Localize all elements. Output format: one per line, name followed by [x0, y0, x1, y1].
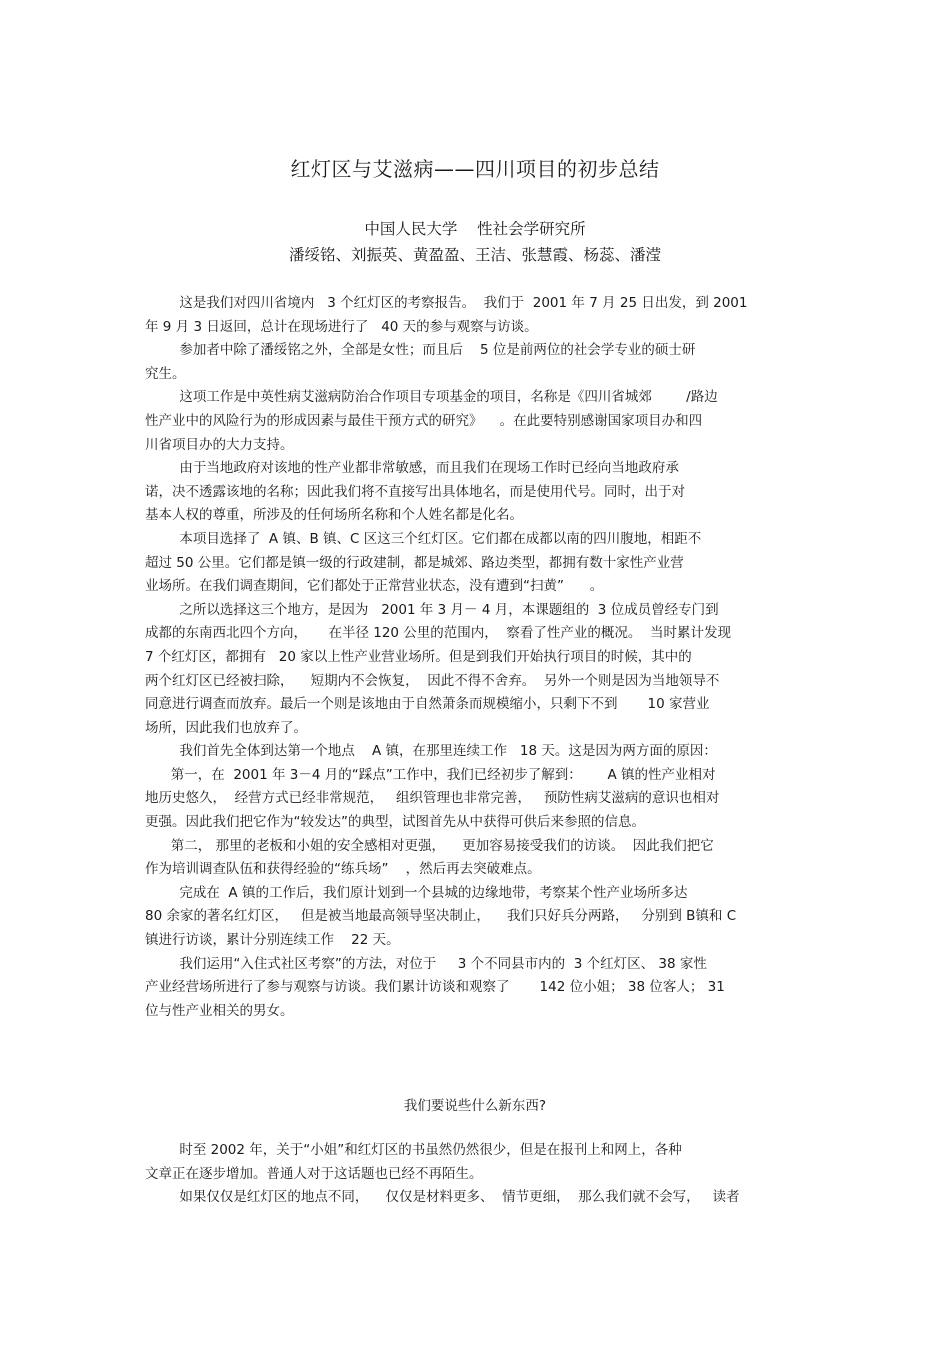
body-line: 本项目选择了 A 镇、B 镇、C 区这三个红灯区。它们都在成都以南的四川腹地，相距不	[145, 530, 702, 547]
body-line: 地历史悠久， 经营方式已经非常规范， 组织管理也非常完善， 预防性病艾滋病的意识也相对	[145, 790, 720, 807]
body-line: 之所以选择这三个地方，是因为 2001 年 3 月－ 4 月，本课题组的 3 位成员曾经专门到	[145, 601, 719, 618]
body-line: 性产业中的风险行为的形成因素与最佳干预方式的研究》 。在此要特别感谢国家项目办和四	[145, 412, 703, 429]
body-line: 超过 50 公里。它们都是镇一级的行政建制，都是城郊、路边类型，都拥有数十家性产业营	[145, 554, 684, 571]
body-line: 第一，在 2001 年 3－4 月的“踩点”工作中，我们已经初步了解到： A 镇的性产业相对	[145, 766, 716, 783]
body-line: 第二， 那里的老板和小姐的安全感相对更强， 更加容易接受我们的访谈。 因此我们把它	[145, 837, 714, 854]
section-heading: 我们要说些什么新东西?	[403, 1098, 547, 1114]
body-line: 业场所。在我们调查期间，它们都处于正常营业状态，没有遭到“扫黄” 。	[145, 578, 604, 595]
body-line: 作为培训调查队伍和获得经验的“练兵场” ，然后再去突破难点。	[145, 861, 541, 878]
body-line: 参加者中除了潘绥铭之外，全部是女性；而且后 5 位是前两位的社会学专业的硕士研	[145, 342, 696, 359]
body-line: 这是我们对四川省境内 3 个红灯区的考察报告。 我们于 2001 年 7 月 25 日出发，到 2001	[145, 295, 748, 311]
authors-line: 潘绥铭、刘振英、黄盈盈、王洁、张慧霞、杨蕊、潘滢	[288, 246, 661, 264]
body-line: 基本人权的尊重，所涉及的任何场所名称和个人姓名都是化名。	[145, 507, 523, 524]
body-line: 如果仅仅是红灯区的地点不同， 仅仅是材料更多、 情节更细， 那么我们就不会写， 读者	[145, 1189, 740, 1206]
body-line: 镇进行访谈，累计分别连续工作 22 天。	[145, 932, 400, 949]
body-line: 完成在 A 镇的工作后，我们原计划到一个县城的边缘地带，考察某个性产业场所多达	[145, 884, 688, 901]
body-line: 场所，因此我们也放弃了。	[145, 719, 307, 736]
body-line: 诺，决不透露该地的名称；因此我们将不直接写出具体地名，而是使用代号。同时，出于对	[145, 483, 685, 500]
body-line: 我们首先全体到达第一个地点 A 镇，在那里连续工作 18 天。这是因为两方面的原因：	[145, 743, 717, 760]
body-line: 位与性产业相关的男女。	[145, 1002, 294, 1019]
body-line: 时至 2002 年，关于“小姐”和红灯区的书虽然仍然很少，但是在报刊上和网上，各种	[145, 1142, 682, 1158]
body-line: 成都的东南西北四个方向， 在半径 120 公里的范围内， 察看了性产业的概况。 当时累计发现	[145, 625, 731, 642]
body-line: 文章正在逐步增加。普通人对于这话题也已经不再陌生。	[145, 1165, 483, 1182]
body-line: 年 9 月 3 日返回，总计在现场进行了 40 天的参与观察与访谈。	[145, 318, 538, 335]
body-line: 我们运用“入住式社区考察”的方法，对位于 3 个不同县市内的 3 个红灯区、 38 家性	[145, 955, 707, 972]
body-line: 产业经营场所进行了参与观察与访谈。我们累计访谈和观察了 142 位小姐； 38 位客人； 31	[145, 979, 725, 996]
body-line: 这项工作是中英性病艾滋病防治合作项目专项基金的项目，名称是《四川省城郊 /路边	[145, 389, 718, 406]
body-line: 同意进行调查而放弃。最后一个则是该地由于自然萧条而规模缩小，只剩下不到 10 家营业	[145, 696, 710, 713]
institution-line: 中国人民大学 性社会学研究所	[364, 220, 586, 238]
body-line: 由于当地政府对该地的性产业都非常敏感，而且我们在现场工作时已经向当地政府承	[145, 460, 679, 477]
document-title: 红灯区与艾滋病——四川项目的初步总结	[290, 157, 660, 181]
body-line: 7 个红灯区，都拥有 20 家以上性产业营业场所。但是到我们开始执行项目的时候，其中的	[145, 648, 692, 665]
section-2-body	[145, 1139, 810, 1210]
body-line: 川省项目办的大力支持。	[145, 436, 294, 453]
body-line: 究生。	[145, 365, 186, 382]
section-1-body	[145, 292, 810, 1023]
body-line: 更强。因此我们把它作为“较发达”的典型，试图首先从中获得可供后来参照的信息。	[145, 814, 645, 831]
body-line: 80 余家的著名红灯区， 但是被当地最高领导坚决制止， 我们只好兵分两路， 分别到 B镇和 C	[145, 908, 737, 925]
body-line: 两个红灯区已经被扫除， 短期内不会恢复， 因此不得不舍弃。 另外一个则是因为当地领导不	[145, 672, 720, 689]
